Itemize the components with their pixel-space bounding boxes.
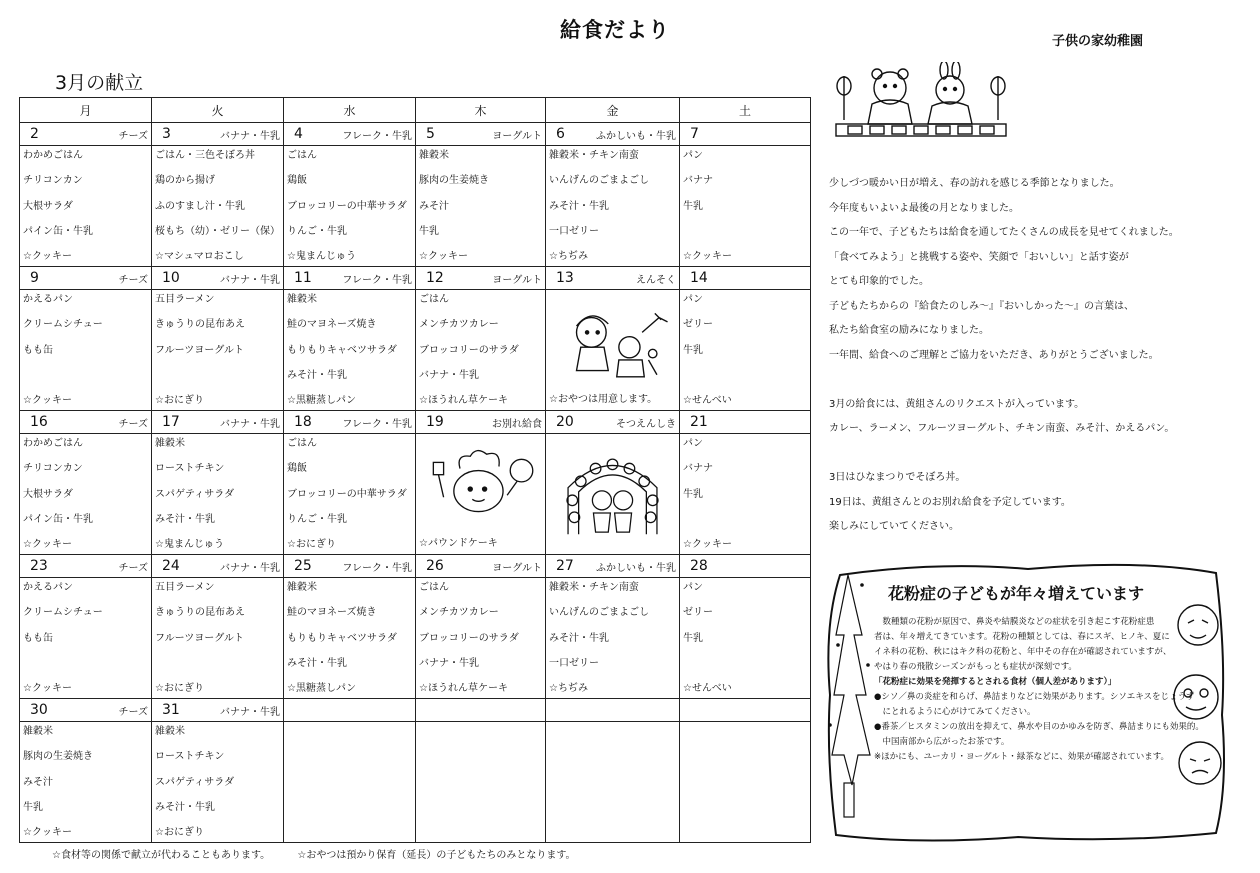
menu-item: 鶏飯	[287, 463, 307, 475]
school-name: 子供の家幼稚園	[1052, 34, 1144, 49]
day-menu	[152, 578, 284, 699]
snack-label: チーズ	[118, 562, 148, 574]
snack-label: チーズ	[118, 706, 148, 718]
menu-item: みそ汁	[23, 776, 53, 788]
menu-item: ごはん	[419, 582, 449, 593]
menu-item: 牛乳	[419, 225, 439, 237]
menu-item: ローストチキン	[155, 463, 225, 475]
day-number: 14	[690, 270, 708, 286]
menu-item: メンチカツカレー	[419, 319, 499, 331]
footnotes	[52, 846, 600, 861]
menu-item: わかめごはん	[23, 438, 83, 449]
day-menu	[546, 434, 680, 555]
menu-item: ごはん・三色そぼろ丼	[155, 150, 255, 161]
day-number: 7	[690, 126, 699, 142]
letter-line: 今年度もいよいよ最後の月となりました。	[829, 202, 1019, 214]
menu-item: ☆おにぎり	[155, 683, 204, 694]
menu-item	[155, 369, 281, 383]
chef-illustration	[419, 437, 542, 537]
day-menu	[680, 290, 811, 411]
snack-label: お別れ給食	[492, 418, 542, 430]
day-header	[20, 699, 152, 722]
menu-item	[23, 369, 149, 383]
menu-item: ローストチキン	[155, 751, 225, 763]
day-menu	[416, 578, 546, 699]
day-number: 11	[294, 270, 312, 286]
snack-label: フレーク・牛乳	[342, 418, 412, 430]
menu-item: ☆ほうれん草ケーキ	[419, 395, 508, 406]
menu-item	[23, 657, 149, 671]
pollen-info-box	[818, 555, 1230, 845]
menu-item: 大根サラダ	[23, 200, 73, 212]
day-menu	[20, 578, 152, 699]
graduation-arch-illustration	[549, 437, 676, 551]
day-header	[20, 555, 152, 578]
menu-item: 一口ゼリー	[549, 225, 599, 237]
snack-label: フレーク・牛乳	[342, 274, 412, 286]
menu-item: 雑穀米	[287, 582, 317, 593]
weekday-label: 木	[416, 98, 546, 123]
menu-item: 鶏のから揚げ	[155, 175, 215, 187]
day-header	[20, 267, 152, 290]
letter-line	[829, 442, 1229, 467]
cedar-tree-icon	[829, 575, 870, 817]
menu-item: わかめごはん	[23, 150, 83, 161]
menu-item	[683, 657, 808, 671]
menu-item: ゼリー	[683, 607, 713, 619]
letter-line: 楽しみにしていてください。	[829, 521, 959, 532]
day-header	[680, 411, 811, 434]
day-header	[152, 267, 284, 290]
day-header	[680, 267, 811, 290]
crying-face-icon	[1179, 742, 1221, 784]
snack-label: フレーク・牛乳	[342, 130, 412, 142]
message-letter	[829, 172, 1229, 540]
picnic-illustration	[549, 293, 676, 393]
snack-label: ヨーグルト	[492, 562, 542, 574]
menu-item: きゅうりの昆布あえ	[155, 319, 245, 331]
weekday-label: 火	[152, 98, 284, 123]
menu-item: ☆鬼まんじゅう	[155, 539, 224, 550]
day-number: 5	[426, 126, 435, 142]
menu-item: 牛乳	[683, 200, 703, 212]
day-menu	[680, 146, 811, 267]
day-header	[546, 699, 680, 722]
menu-item: もりもりキャベツサラダ	[287, 632, 397, 644]
day-menu	[20, 146, 152, 267]
menu-item: パイン缶・牛乳	[23, 225, 93, 237]
pollen-line: にとれるように心がけてみてください。	[874, 707, 1036, 717]
sneezing-face-icon	[1178, 605, 1218, 645]
menu-item: 桜もち（幼）・ゼリー（保）	[155, 225, 280, 237]
menu-item: ☆クッキー	[683, 251, 732, 262]
menu-item: パン	[683, 294, 703, 305]
day-number: 20	[556, 414, 574, 430]
menu-item: ☆クッキー	[23, 251, 72, 262]
menu-calendar	[19, 97, 811, 843]
day-number: 30	[30, 702, 48, 718]
pollen-line: イネ科の花粉、秋にはキク科の花粉と、年中その存在が確認されていますが、	[874, 647, 1172, 657]
menu-item: 牛乳	[23, 801, 43, 813]
menu-item: ☆黒糖蒸しパン	[287, 395, 356, 406]
weekday-label: 土	[680, 98, 811, 123]
footnote: ☆食材等の関係で献立が代わることもあります。	[52, 850, 271, 861]
day-menu	[416, 290, 546, 411]
menu-item: スパゲティサラダ	[155, 488, 235, 500]
menu-item: パン	[683, 582, 703, 593]
day-number: 24	[162, 558, 180, 574]
weekday-label: 金	[546, 98, 680, 123]
menu-item: みそ汁・牛乳	[287, 369, 347, 381]
menu-item: メンチカツカレー	[419, 607, 499, 619]
menu-item: ☆パウンドケーキ	[419, 538, 498, 549]
day-menu	[546, 146, 680, 267]
menu-item: 雑穀米	[419, 150, 449, 161]
menu-item: 雑穀米	[155, 438, 185, 449]
letter-line: 子どもたちからの『給食たのしみ～』『おいしかった～』の言葉は、	[829, 300, 1134, 312]
day-header	[284, 123, 416, 146]
day-number: 25	[294, 558, 312, 574]
snack-label: バナナ・牛乳	[220, 706, 280, 718]
menu-item: 豚肉の生姜焼き	[419, 175, 489, 187]
pollen-line: 数種類の花粉が原因で、鼻炎や結膜炎などの症状を引き起こす花粉症患	[874, 617, 1155, 627]
snack-label: えんそく	[636, 274, 676, 286]
day-header	[546, 555, 680, 578]
day-header	[416, 267, 546, 290]
day-menu	[20, 434, 152, 555]
menu-item: 五目ラーメン	[155, 582, 215, 593]
menu-item: ブロッコリーのサラダ	[419, 632, 519, 644]
menu-item: ブロッコリーの中華サラダ	[287, 488, 407, 500]
menu-item: かえるパン	[23, 582, 73, 593]
letter-line: この一年で、子どもたちは給食を通してたくさんの成長を見せてくれました。	[829, 227, 1179, 238]
day-header	[152, 411, 284, 434]
menu-item: 鮭のマヨネーズ焼き	[287, 607, 377, 619]
menu-item: もも缶	[23, 344, 53, 356]
menu-item: ☆せんべい	[683, 683, 732, 694]
menu-item: ☆おにぎり	[155, 395, 204, 406]
day-header	[152, 699, 284, 722]
day-menu	[284, 290, 416, 411]
letter-line: 3日はひなまつりでそぼろ丼。	[829, 472, 966, 483]
menu-item: もも缶	[23, 632, 53, 644]
day-number: 23	[30, 558, 48, 574]
day-header	[416, 699, 546, 722]
day-number: 6	[556, 126, 565, 142]
day-menu	[416, 146, 546, 267]
menu-item: バナナ・牛乳	[419, 657, 479, 669]
day-header	[680, 123, 811, 146]
day-number: 18	[294, 414, 312, 430]
weekday-header	[20, 98, 811, 123]
letter-line: 少しづつ暖かい日が増え、春の訪れを感じる季節となりました。	[829, 178, 1120, 189]
snack-label: そつえんしき	[616, 418, 676, 430]
snack-label: フレーク・牛乳	[342, 562, 412, 574]
menu-item: ☆クッキー	[683, 539, 732, 550]
weekday-label: 水	[284, 98, 416, 123]
snack-label: チーズ	[118, 130, 148, 142]
snack-label: ヨーグルト	[492, 274, 542, 286]
day-number: 21	[690, 414, 708, 430]
menu-item: ☆クッキー	[23, 827, 72, 838]
day-menu	[680, 722, 811, 843]
menu-item: ☆鬼まんじゅう	[287, 251, 356, 262]
menu-item: りんご・牛乳	[287, 513, 347, 525]
day-menu	[152, 434, 284, 555]
day-header	[546, 123, 680, 146]
day-header	[152, 123, 284, 146]
menu-item: ゼリー	[683, 319, 713, 331]
day-menu	[20, 290, 152, 411]
day-header	[546, 411, 680, 434]
menu-item: バナナ・牛乳	[419, 369, 479, 381]
day-number: 26	[426, 558, 444, 574]
menu-item: 雑穀米	[23, 726, 53, 737]
day-menu	[284, 434, 416, 555]
day-number: 16	[30, 414, 48, 430]
menu-item: ☆ほうれん草ケーキ	[419, 683, 508, 694]
day-number: 4	[294, 126, 303, 142]
menu-item: パン	[683, 150, 703, 161]
menu-item: クリームシチュー	[23, 319, 103, 331]
menu-item: いんげんのごまよごし	[549, 175, 649, 187]
day-menu	[416, 434, 546, 555]
menu-item: 一口ゼリー	[549, 657, 599, 669]
pollen-line: ●番茶／ヒスタミンの放出を抑えて、鼻水や目のかゆみを防ぎ、鼻詰まりにも効果的。	[874, 722, 1204, 732]
menu-heading: 3月の献立	[55, 72, 144, 94]
day-header	[20, 411, 152, 434]
menu-item: スパゲティサラダ	[155, 776, 235, 788]
menu-item: ☆クッキー	[419, 251, 468, 262]
snack-label: チーズ	[118, 274, 148, 286]
day-header	[416, 411, 546, 434]
snack-label: バナナ・牛乳	[220, 418, 280, 430]
menu-item: 牛乳	[683, 344, 703, 356]
pollen-line: ●シソ／鼻の炎症を和らげ、鼻詰まりなどに効果があります。シソエキスをじょうず	[874, 692, 1195, 702]
menu-item: ☆ちぢみ	[549, 251, 588, 262]
pollen-line: ※ほかにも、ユーカリ・ヨーグルト・緑茶などに、効果が確認されています。	[874, 752, 1170, 762]
pollen-line: やはり春の飛散シーズンがもっとも症状が深刻です。	[874, 662, 1077, 672]
letter-line: 一年間、給食へのご理解とご協力をいただき、ありがとうございました。	[829, 349, 1159, 361]
day-menu	[680, 434, 811, 555]
menu-item: みそ汁・牛乳	[549, 632, 609, 644]
menu-item: 牛乳	[683, 632, 703, 644]
menu-item: ブロッコリーのサラダ	[419, 344, 519, 356]
day-header	[680, 699, 811, 722]
day-number: 10	[162, 270, 180, 286]
menu-item: フルーツヨーグルト	[155, 344, 244, 356]
menu-item: りんご・牛乳	[287, 225, 347, 237]
menu-item: チリコンカン	[23, 175, 83, 187]
day-number: 31	[162, 702, 180, 718]
letter-line: 「食べてみよう」と挑戦する姿や、笑顔で「おいしい」と話す姿が	[829, 251, 1129, 263]
menu-item: 豚肉の生姜焼き	[23, 751, 93, 763]
snack-label: バナナ・牛乳	[220, 130, 280, 142]
day-header	[152, 555, 284, 578]
day-number: 17	[162, 414, 180, 430]
menu-item: ☆おにぎり	[287, 539, 336, 550]
day-menu	[546, 578, 680, 699]
day-number: 27	[556, 558, 574, 574]
menu-item: 鮭のマヨネーズ焼き	[287, 319, 377, 331]
day-number: 19	[426, 414, 444, 430]
day-header	[284, 555, 416, 578]
menu-item: ふのすまし汁・牛乳	[155, 200, 245, 212]
day-number: 13	[556, 270, 574, 286]
menu-item: もりもりキャベツサラダ	[287, 344, 397, 356]
menu-item: パン	[683, 438, 703, 449]
menu-item: 鶏飯	[287, 175, 307, 187]
letter-line: 19日は、黄組さんとのお別れ給食を予定しています。	[829, 496, 1071, 508]
menu-item: ☆おやつは用意します。	[549, 394, 658, 405]
menu-item: ☆クッキー	[23, 395, 72, 406]
menu-item	[683, 225, 808, 239]
snack-label: ヨーグルト	[492, 130, 542, 142]
menu-item	[155, 657, 281, 671]
letter-line	[829, 368, 1229, 393]
menu-item: 雑穀米・チキン南蛮	[549, 582, 639, 593]
day-menu	[284, 146, 416, 267]
menu-item: みそ汁・牛乳	[155, 513, 215, 525]
hina-doll-illustration	[832, 62, 1012, 142]
snack-label: ふかしいも・牛乳	[596, 130, 676, 142]
menu-item: バナナ	[683, 175, 713, 187]
day-menu	[152, 146, 284, 267]
weekday-label: 月	[20, 98, 152, 123]
day-number: 3	[162, 126, 171, 142]
menu-item: いんげんのごまよごし	[549, 607, 649, 619]
menu-item: 雑穀米・チキン南蛮	[549, 150, 639, 161]
menu-item: みそ汁・牛乳	[287, 657, 347, 669]
day-menu	[416, 722, 546, 843]
menu-item: きゅうりの昆布あえ	[155, 607, 245, 619]
day-header	[416, 123, 546, 146]
menu-item: 雑穀米	[287, 294, 317, 305]
day-menu	[680, 578, 811, 699]
pollen-line: 「花粉症に効果を発揮するとされる食材（個人差があります）」	[874, 677, 1117, 687]
menu-item: ☆マシュマロおこし	[155, 251, 244, 262]
menu-item: クリームシチュー	[23, 607, 103, 619]
day-number: 12	[426, 270, 444, 286]
menu-item: ☆せんべい	[683, 395, 732, 406]
menu-item: みそ汁	[419, 200, 449, 212]
letter-line: 3月の給食には、黄組さんのリクエストが入っています。	[829, 398, 1085, 410]
letter-line: とても印象的でした。	[829, 276, 929, 287]
menu-item: チリコンカン	[23, 463, 83, 475]
pollen-line: 中国南部から広がったお茶です。	[874, 737, 1010, 747]
menu-item: かえるパン	[23, 294, 73, 305]
pollen-line: 者は、年々増えてきています。花粉の種類としては、春にスギ、ヒノキ、夏に	[874, 632, 1170, 642]
menu-item	[683, 369, 808, 383]
day-menu	[284, 722, 416, 843]
pollen-text	[874, 615, 1204, 765]
menu-item: ☆おにぎり	[155, 827, 204, 838]
day-menu	[20, 722, 152, 843]
day-number: 28	[690, 558, 708, 574]
menu-item: ☆クッキー	[23, 539, 72, 550]
letter-line: 私たち給食室の励みになりました。	[829, 325, 989, 336]
day-header	[680, 555, 811, 578]
menu-item: ☆クッキー	[23, 683, 72, 694]
day-header	[416, 555, 546, 578]
day-menu	[152, 290, 284, 411]
menu-item: 五目ラーメン	[155, 294, 215, 305]
menu-item: ☆ちぢみ	[549, 683, 588, 694]
menu-item: バナナ	[683, 463, 713, 475]
day-number: 9	[30, 270, 39, 286]
menu-item: みそ汁・牛乳	[155, 801, 215, 813]
day-header	[284, 699, 416, 722]
snack-label: ふかしいも・牛乳	[596, 562, 676, 574]
menu-item: ごはん	[287, 438, 317, 449]
footnote: ☆おやつは預かり保育（延長）の子どもたちのみとなります。	[297, 850, 576, 861]
day-header	[546, 267, 680, 290]
menu-item: ☆黒糖蒸しパン	[287, 683, 356, 694]
day-menu	[284, 578, 416, 699]
page-title: 給食だより	[560, 18, 670, 42]
menu-item: ごはん	[419, 294, 449, 305]
menu-item: ブロッコリーの中華サラダ	[287, 200, 407, 212]
day-menu	[546, 290, 680, 411]
letter-line: カレー、ラーメン、フルーツヨーグルト、チキン南蛮、みそ汁、かえるパン。	[829, 423, 1175, 434]
menu-item: 雑穀米	[155, 726, 185, 737]
pollen-title: 花粉症の子どもが年々増えています	[888, 584, 1145, 603]
snack-label: バナナ・牛乳	[220, 562, 280, 574]
day-header	[284, 411, 416, 434]
menu-item	[683, 513, 808, 527]
day-header	[284, 267, 416, 290]
day-menu	[546, 722, 680, 843]
day-menu	[152, 722, 284, 843]
menu-item: 大根サラダ	[23, 488, 73, 500]
menu-item: ごはん	[287, 150, 317, 161]
day-number: 2	[30, 126, 39, 142]
day-header	[20, 123, 152, 146]
snack-label: チーズ	[118, 418, 148, 430]
menu-item: パイン缶・牛乳	[23, 513, 93, 525]
menu-item: 牛乳	[683, 488, 703, 500]
menu-item: みそ汁・牛乳	[549, 200, 609, 212]
menu-item: フルーツヨーグルト	[155, 632, 244, 644]
snack-label: バナナ・牛乳	[220, 274, 280, 286]
